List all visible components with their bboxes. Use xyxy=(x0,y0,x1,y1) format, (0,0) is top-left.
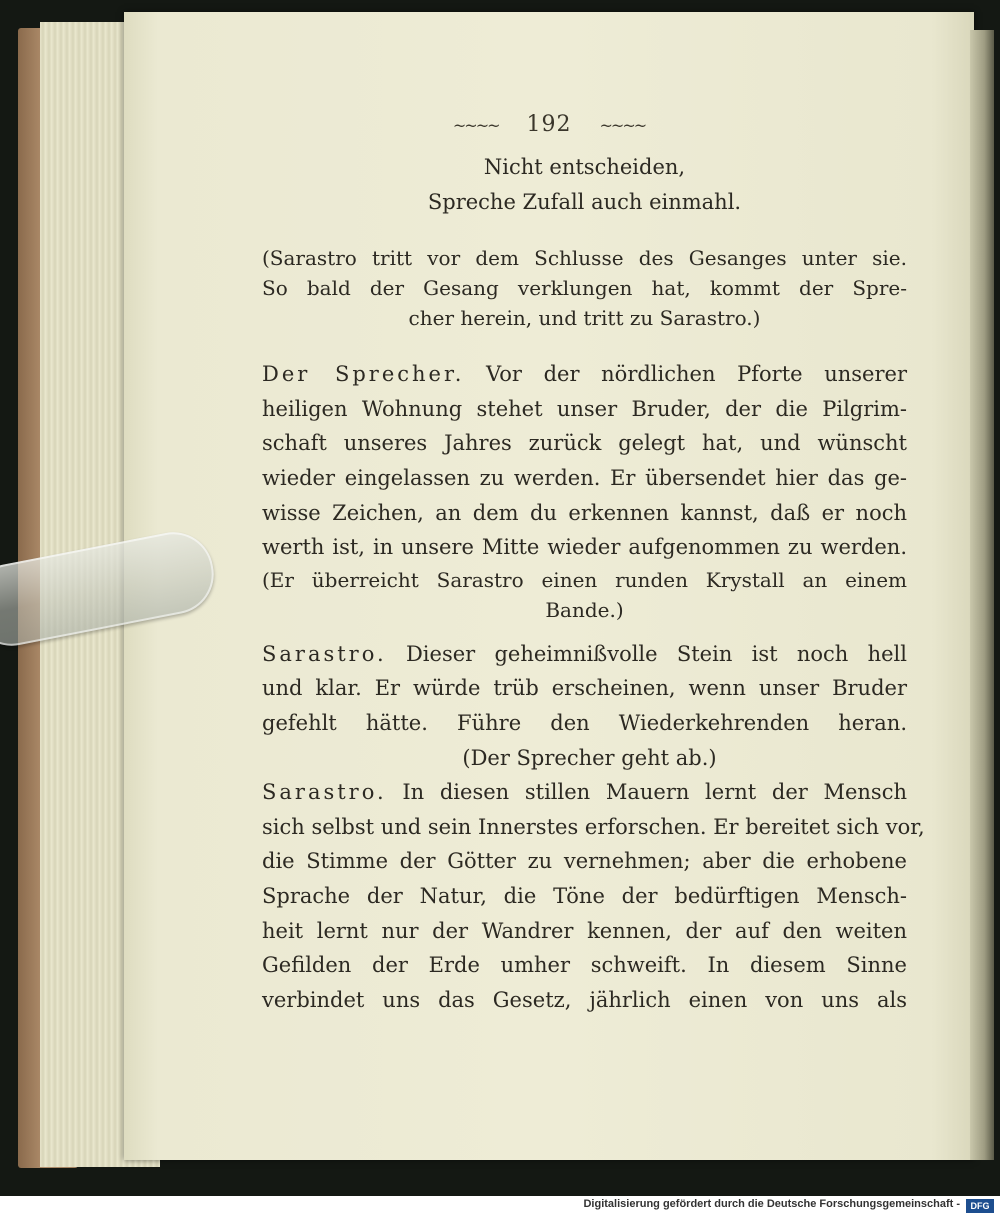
page-header xyxy=(124,112,974,137)
text-line: schaft unseres Jahres zurück gelegt hat, und wünscht xyxy=(262,431,907,456)
text-line xyxy=(262,775,907,810)
text-line: werth ist, in unsere Mitte wieder aufgenommen zu werden. xyxy=(262,535,907,560)
header-ornament-right: ~~~~ xyxy=(599,115,646,135)
speaker-name: Sarastro. xyxy=(262,780,387,805)
page-number: 192 xyxy=(526,112,572,137)
text-line: heiligen Wohnung stehet unser Bruder, der die Pilgrim- xyxy=(262,396,907,421)
text-line: heit lernt nur der Wandrer kennen, der auf den weiten xyxy=(262,918,907,943)
verse-line: Spreche Zufall auch einmahl. xyxy=(427,189,742,214)
text-line: gefehlt hätte. Führe den Wiederkehrenden heran. xyxy=(262,710,907,735)
footer-credit: Digitalisierung gefördert durch die Deutsche Forschungsgemeinschaft - xyxy=(583,1198,960,1210)
text-line: Sprache der Natur, die Töne der bedürftigen Mensch- xyxy=(262,883,907,908)
text-line xyxy=(262,357,907,392)
text-segment: Vor der nördlichen Pforte unserer xyxy=(486,362,907,387)
stage-direction-line: (Sarastro tritt vor dem Schlusse des Gesanges unter sie. xyxy=(262,246,907,271)
text-line: Gefilden der Erde umher schweift. In diesem Sinne xyxy=(262,953,907,978)
text-line: die Stimme der Götter zu vernehmen; aber die erhobene xyxy=(262,849,907,874)
page-text xyxy=(262,150,925,1017)
dfg-logo: DFG xyxy=(966,1199,994,1213)
text-line: sich selbst und sein Innerstes erforschen. Er bereitet sich vor, xyxy=(262,814,925,839)
stage-direction-line: (Er überreicht Sarastro einen runden Krystall an einem xyxy=(262,567,907,592)
page-right-edge xyxy=(970,30,994,1160)
stage-direction-line: Bande.) xyxy=(545,597,624,622)
stage-direction-line: So bald der Gesang verklungen hat, kommt der Spre- xyxy=(262,276,907,301)
stage-direction-line: (Der Sprecher geht ab.) xyxy=(462,745,717,770)
text-line: wieder eingelassen zu werden. Er übersendet hier das ge- xyxy=(262,465,907,490)
text-segment: In diesen stillen Mauern lernt der Mensch xyxy=(402,780,907,805)
text-segment: Dieser geheimnißvolle Stein ist noch hell xyxy=(405,641,907,666)
text-line: und klar. Er würde trüb erscheinen, wenn unser Bruder xyxy=(262,676,907,701)
text-line: verbindet uns das Gesetz, jährlich einen von uns als xyxy=(262,987,907,1012)
speaker-name: Sarastro. xyxy=(262,641,387,666)
verse-line: Nicht entscheiden, xyxy=(483,155,686,179)
speaker-name: Der Sprecher. xyxy=(262,362,465,387)
text-line: wisse Zeichen, an dem du erkennen kannst, daß er noch xyxy=(262,500,907,525)
header-ornament-left: ~~~~ xyxy=(452,115,499,135)
text-line xyxy=(262,637,907,672)
stage-direction-line: cher herein, und tritt zu Sarastro.) xyxy=(408,306,761,331)
footer-bar xyxy=(0,1196,1000,1217)
